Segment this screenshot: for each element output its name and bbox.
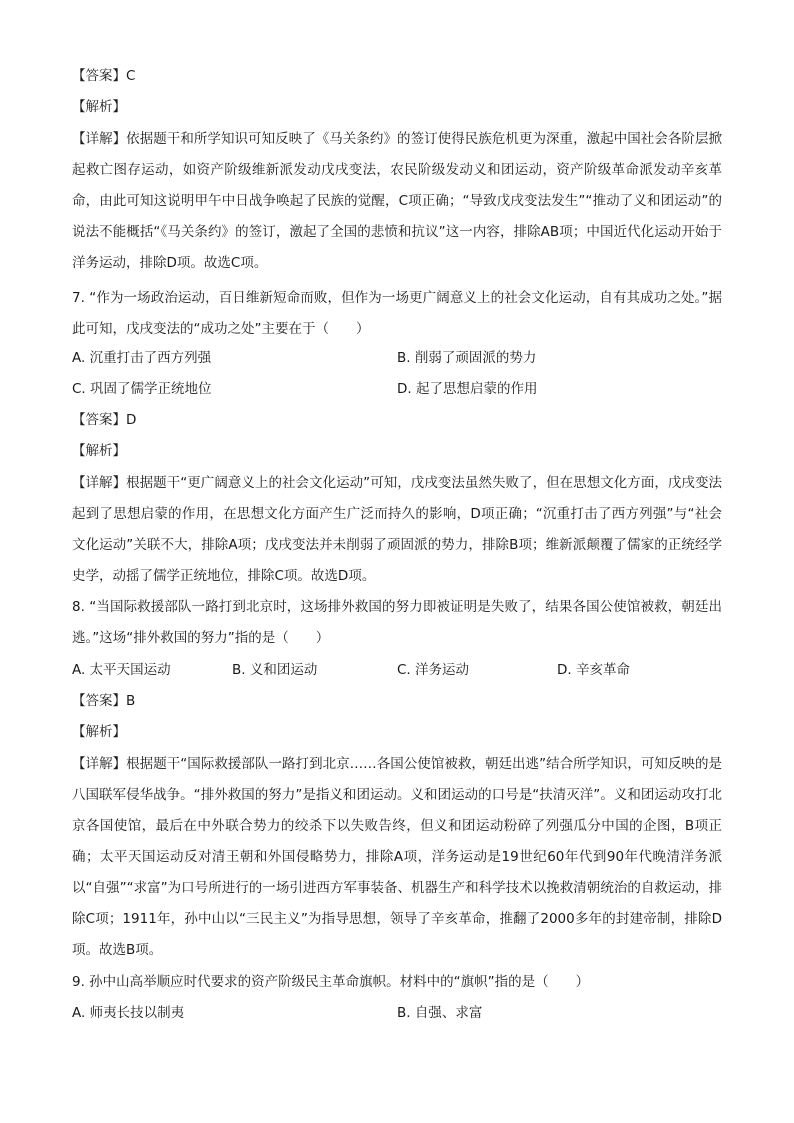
question-stem: 8. “当国际救援部队一路打到北京时，这场排外救国的努力即被证明是失败了，结果各国公使馆被救，朝廷出逃。”这场“排外救国的努力”指的是（ ） [72,599,722,646]
analysis-label: 【解析】 [72,99,126,115]
option-c: C. 巩固了儒学正统地位 [72,381,212,397]
answer-label: 【答案】D [72,412,137,428]
option-d: D. 辛亥革命 [557,662,630,678]
question-stem: 9. 孙中山高举顺应时代要求的资产阶级民主革命旗帜。材料中的“旗帜”指的是（ ） [72,974,590,990]
analysis-label: 【解析】 [72,724,126,740]
answer-label: 【答案】C [72,68,136,84]
option-a: A. 太平天国运动 [72,662,171,678]
option-c: C. 洋务运动 [397,662,470,678]
option-a: A. 沉重打击了西方列强 [72,350,212,366]
explanation-text: 【详解】依据题干和所学知识可知反映了《马关条约》的签订使得民族危机更为深重，激起中国社会各阶层掀起救亡图存运动，如资产阶级维新派发动戊戌变法，农民阶级发动义和团运动，资产阶级革命派发动辛亥革命，由此可知这说明甲午中日战争唤起了民族的觉醒，C项正确；“导致戊戌变法发生”“推动了义和团运动”的说法不能概括“《马关条约》的签订，激起了全国的悲愤和抗议”这一内容，排除AB项；中国近代化运动开始于洋务运动，排除D项。故选C项。 [72,131,722,271]
option-b: B. 削弱了顽固派的势力 [397,350,537,366]
explanation-text: 【详解】根据题干“更广阔意义上的社会文化运动”可知，戊戌变法虽然失败了，但在思想文化方面，戊戌变法起到了思想启蒙的作用，在思想文化方面产生广泛而持久的影响，D项正确；“沉重打击了西方列强”与“社会文化运动”关联不大，排除A项；戊戌变法并未削弱了顽固派的势力，排除B项；维新派颠覆了儒家的正统经学史学，动摇了儒学正统地位，排除C项。故选D项。 [72,475,722,584]
option-b: B. 义和团运动 [232,662,318,678]
option-d: D. 起了思想启蒙的作用 [397,381,538,397]
analysis-label: 【解析】 [72,443,126,459]
option-b: B. 自强、求富 [397,1005,483,1021]
question-stem: 7. “作为一场政治运动，百日维新短命而败，但作为一场更广阔意义上的社会文化运动，自有其成功之处。”据此可知，戊戌变法的“成功之处”主要在于（ ） [72,290,722,337]
option-a: A. 师夷长技以制夷 [72,1005,185,1021]
answer-label: 【答案】B [72,693,136,709]
explanation-text: 【详解】根据题干“国际救援部队一路打到北京……各国公使馆被救，朝廷出逃”结合所学知识，可知反映的是八国联军侵华战争。“排外救国的努力”是指义和团运动。义和团运动的口号是“扶清灭洋”。义和团运动攻打北京各国使馆，最后在中外联合势力的绞杀下以失败告终，但义和团运动粉碎了列强瓜分中国的企图，B项正确；太平天国运动反对清王朝和外国侵略势力，排除A项，洋务运动是19世纪60年代到90年代晚清洋务派以“自强”“求富”为口号所进行的一场引进西方军事装备、机器生产和科学技术以挽救清朝统治的自救运动，排除C项；1911年，孙中山以“三民主义”为指导思想，领导了辛亥革命，推翻了2000多年的封建帝制，排除D项。故选B项。 [72,756,722,958]
